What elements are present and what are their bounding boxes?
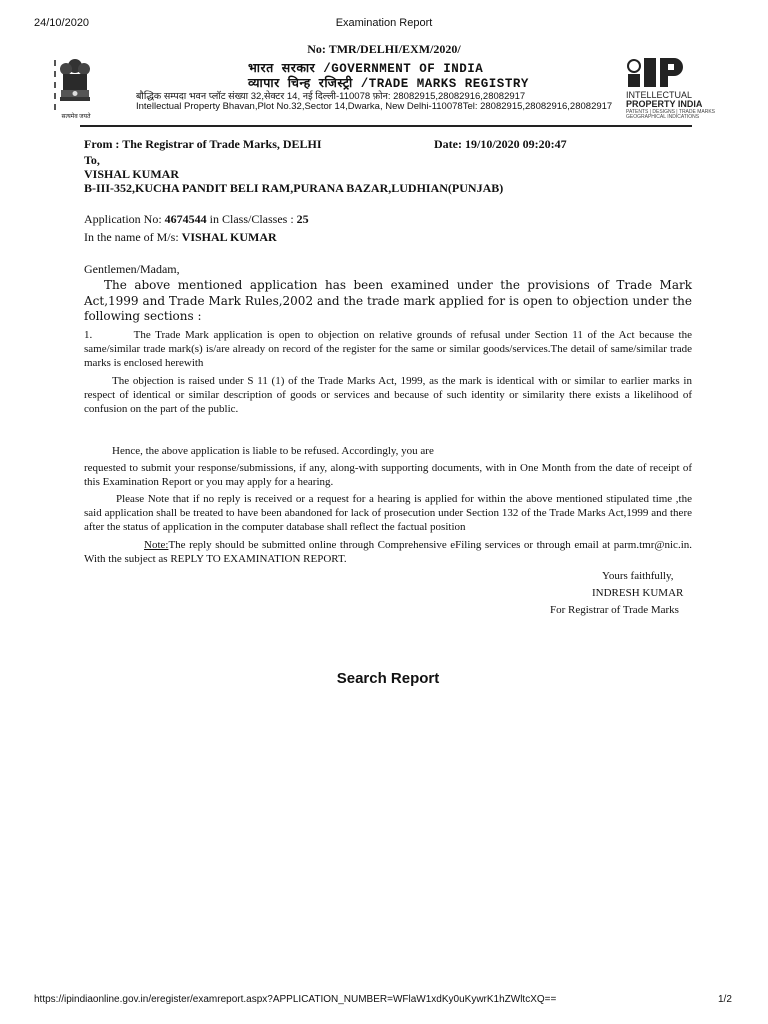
print-page-number: 1/2 — [718, 994, 732, 1005]
item-number: 1. — [84, 329, 93, 341]
item-text: The Trade Mark application is open to objection on relative grounds of refusal under Section 11 of the Act because the same/similar trade mark(s) is/are already on record of the register for the same or similar goods/services.The detail of same/similar trade marks is enclosed herewith — [84, 329, 693, 369]
hence-line: Hence, the above application is liable to be refused. Accordingly, you are — [112, 445, 434, 457]
class-number: 25 — [296, 212, 309, 226]
signatory-name: INDRESH KUMAR — [592, 587, 684, 599]
search-report-heading: Search Report — [336, 670, 440, 687]
recipient-address: B-III-352,KUCHA PANDIT BELI RAM,PURANA BAZAR,LUDHIAN(PUNJAB) — [84, 181, 504, 195]
ip-logo-line4: GEOGRAPHICAL INDICATIONS — [626, 114, 700, 120]
address-hindi: बौद्धिक सम्पदा भवन प्लॉट संख्या 32,सेक्टर 14, नई दिल्ली-110078 फ़ोन: 28082915,28082916,28082917 — [136, 91, 526, 102]
ip-logo-line2: PROPERTY INDIA — [626, 99, 703, 109]
letterhead-divider — [80, 125, 692, 127]
signoff: Yours faithfully, — [602, 570, 674, 582]
requested-paragraph: requested to submit your response/submissions, if any, along-with supporting documents, with in One Month from the date of receipt of this Examination Report or you may apply for a hearing. — [84, 462, 692, 488]
recipient-name: VISHAL KUMAR — [84, 167, 180, 181]
applicant-label: In the name of M/s: — [84, 230, 179, 244]
application-line — [84, 212, 309, 226]
note-label: Note: — [144, 539, 169, 551]
applicant-line — [84, 230, 277, 244]
from-line: From : The Registrar of Trade Marks, DELHI — [84, 137, 322, 151]
examination-paragraph: The above mentioned application has been examined under the provisions of Trade Mark Act,1999 and Trade Mark Rules,2002 and the trade mark applied for is open to objection under the following sections : — [84, 278, 692, 323]
print-title: Examination Report — [335, 17, 433, 29]
print-url: https://ipindiaonline.gov.in/eregister/examreport.aspx?APPLICATION_NUMBER=WFlaW1xdKy0uKywrK1hZWltcXQ== — [34, 994, 557, 1005]
date-line: Date: 19/10/2020 09:20:47 — [434, 137, 567, 151]
ip-logo-line3: PATENTS | DESIGNS | TRADE MARKS — [626, 109, 716, 115]
note-paragraph — [84, 538, 692, 566]
note-text: The reply should be submitted online through Comprehensive eFiling services or through email at parm.tmr@nic.in. With the subject as REPLY TO EXAMINATION REPORT. — [84, 539, 692, 565]
emblem-caption: सत्यमेव जयते — [61, 114, 91, 120]
class-label: in Class/Classes : — [209, 212, 294, 226]
application-label: Application No: — [84, 212, 162, 226]
national-emblem-icon — [56, 56, 94, 116]
address-english: Intellectual Property Bhavan,Plot No.32,Sector 14,Dwarka, New Delhi-110078Tel: 28082915,28082916,28082917 — [136, 101, 613, 112]
objection-item-1 — [84, 328, 692, 370]
applicant-name: VISHAL KUMAR — [181, 230, 277, 244]
please-note-paragraph: Please Note that if no reply is received or a request for a hearing is applied for within the above mentioned stipulated time ,the said application shall be treated to have been abandoned for lack of prosecution under Section 132 of the Trade Marks Act,1999 and there after the status of application in the computer database shall reflect the factual position — [84, 493, 692, 533]
print-date: 24/10/2020 — [34, 17, 90, 29]
reference-number: No: TMR/DELHI/EXM/2020/ — [307, 42, 461, 56]
greeting: Gentlemen/Madam, — [84, 262, 180, 276]
registry-header: व्यापार चिन्ह रजिस्ट्री /TRADE MARKS REGISTRY — [248, 77, 529, 91]
objection-paragraph: The objection is raised under S 11 (1) of the Trade Marks Act, 1999, as the mark is identical with or similar to earlier marks in respect of identical or similar description of goods or services and because of such identity or similarity there exists a likelihood of confusion on the part of the public. — [84, 375, 692, 415]
application-number: 4674544 — [164, 212, 207, 226]
ip-logo-line1: INTELLECTUAL — [626, 90, 693, 100]
ip-india-logo-icon — [626, 56, 690, 88]
to-line: To, — [84, 153, 100, 167]
ip-india-logo — [624, 56, 724, 120]
signatory-title: For Registrar of Trade Marks — [550, 604, 679, 616]
government-header: भारत सरकार /GOVERNMENT OF INDIA — [248, 62, 484, 76]
